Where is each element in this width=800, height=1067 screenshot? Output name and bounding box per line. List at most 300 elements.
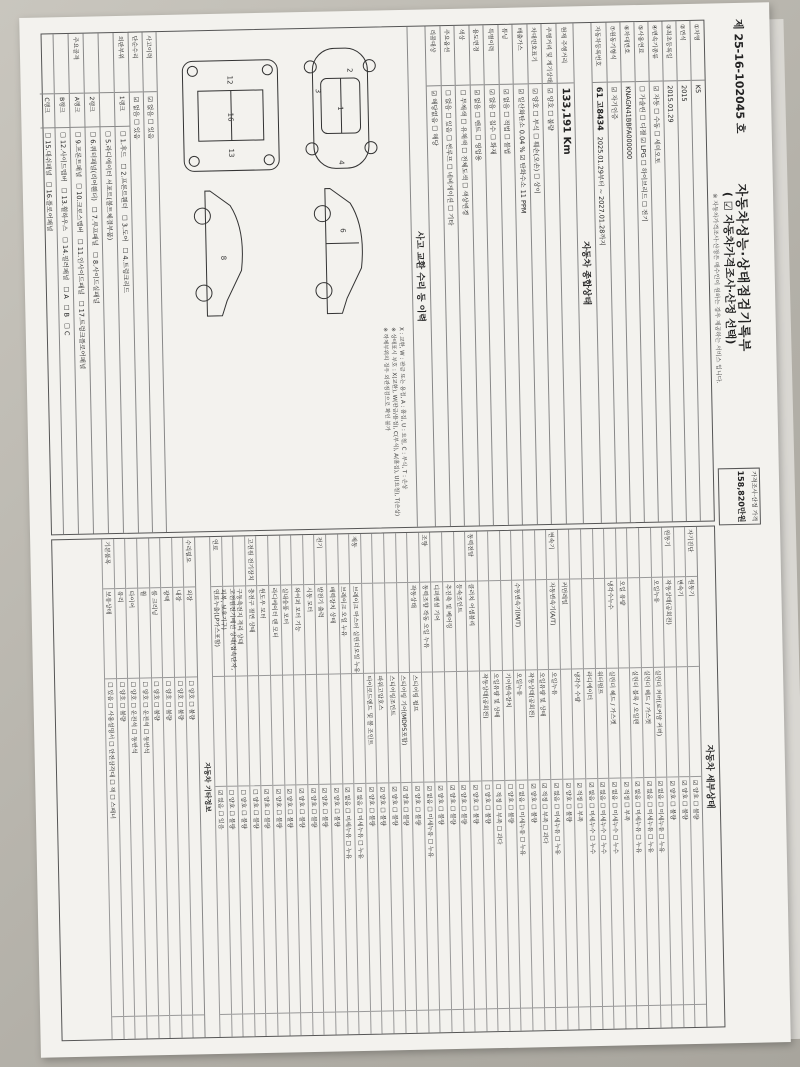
- detail-note: [556, 1007, 567, 1030]
- detail-note: [394, 1010, 405, 1033]
- detail-status: ☐ 양호 ☐ 불량: [152, 681, 161, 721]
- mileage-value: 133,191 Km: [560, 87, 573, 155]
- detail-status: ☑ 없음 ☐ 미세누유 ☐ 누유: [656, 780, 666, 853]
- row-label: 용도변경: [469, 25, 484, 85]
- panel-item: ☐ 3.도어: [120, 214, 129, 242]
- detail-category: [361, 534, 373, 584]
- detail-category: [604, 529, 616, 579]
- detail-item: 휠: [138, 588, 150, 678]
- detail-category: [338, 534, 350, 584]
- row-label: ⑤사용연료: [634, 22, 648, 82]
- detail-item: 브레이크 오일 누유: [339, 584, 351, 674]
- detail-note: [136, 1016, 147, 1039]
- detail-subitem: 실린더 블록 / 오일팬: [630, 668, 643, 778]
- detail-status: ☑ 양호 ☐ 불량: [320, 787, 329, 828]
- detail-item: [362, 584, 374, 674]
- legend-line-1: X : 교환, W : 판금 또는 용접, A : 흠집, U : 요철, C : 부식, T : 손상: [398, 326, 408, 490]
- row-label: 색상: [455, 26, 470, 86]
- detail-category: [627, 528, 639, 578]
- frame-a-items: [74, 128, 88, 370]
- detail-note: [159, 1015, 170, 1038]
- detail-subitem: 기어변속장치: [503, 671, 516, 781]
- detail-status: ☐ 없음 ☐ 미세누유 ☐ 누유: [517, 783, 527, 856]
- detail-subitem: [283, 675, 296, 785]
- detail-note: [672, 1004, 683, 1027]
- detail-status: ☑ 양호 ☐ 불량: [691, 779, 700, 820]
- detail-status: ☑ 없음 ☐ 미세누유 ☐ 누유: [633, 781, 643, 854]
- detail-item: 룸 크리닝: [150, 588, 162, 678]
- detail-category: 자기진단: [685, 527, 697, 577]
- detail-item: 내장: [173, 588, 185, 678]
- registration-number: 61 고8434: [595, 86, 606, 131]
- detail-status: ☑ 없음 ☐ 미세누수 ☐ 누수: [587, 782, 596, 855]
- panel-item: ☐ 2.프론트휀더: [119, 163, 129, 210]
- detail-category: [257, 536, 269, 586]
- detail-note: [475, 1008, 486, 1031]
- detail-subitem: 스티어링 펌프: [410, 673, 423, 783]
- detail-item: 작동상태: [408, 583, 420, 673]
- detail-item: 클러치 어셈블리: [466, 582, 478, 672]
- row-value: 2015: [680, 84, 689, 102]
- detail-subitem: 스티어링 기어(MDPS포함): [399, 673, 412, 783]
- row-value: ☑ 자기인증: [609, 86, 619, 120]
- detail-item: [628, 578, 640, 668]
- detail-category: 조향: [419, 532, 431, 582]
- detail-subitem: [619, 668, 632, 778]
- row-label: ⑦원동기형식: [606, 22, 620, 82]
- detail-item: 자동변속기(A/T): [547, 580, 559, 670]
- detail-status: ☐ 양호 ☐ 불량: [187, 680, 196, 721]
- detail-note: [417, 1010, 428, 1033]
- detail-note: [278, 1013, 289, 1036]
- svg-text:3: 3: [314, 88, 323, 94]
- detail-status: ☑ 양호 ☐ 불량: [401, 785, 410, 826]
- detail-subitem: [457, 672, 470, 782]
- detail-category: 원동기: [662, 527, 674, 577]
- detail-status: ☑ 없음 ☐ 미세누유 ☐ 누유: [552, 782, 561, 855]
- detail-subitem: 오일누유: [549, 670, 562, 780]
- left-column: [41, 20, 715, 536]
- detail-item: 충전구 절연 상태: [246, 586, 258, 676]
- detail-subitem: 작동상태(공회전): [480, 671, 493, 781]
- detail-status: ☑ 없음 ☐ 미세누수 ☐ 누수: [598, 781, 608, 855]
- detail-note: [182, 1015, 193, 1038]
- detail-note: [243, 1013, 254, 1036]
- detail-note: [301, 1012, 312, 1035]
- detail-category: [558, 530, 570, 580]
- car-side-view: [314, 188, 364, 314]
- detail-item: 배력장치 상태: [327, 584, 339, 674]
- detail-note: [649, 1005, 660, 1028]
- rank-a-label: A랭크: [70, 94, 85, 128]
- row-value: ☐ 무채색 ☐ 유채색 ☐ 전체도색 ☐ 색상변경: [458, 89, 470, 216]
- svg-text:6: 6: [339, 228, 348, 233]
- row-value: ☐ 가솔린 ☐ 디젤 ☑ LPG ☐ 하이브리드 ☐ 전기: [637, 85, 649, 222]
- panel-item: ☐ 15.대쉬패널: [43, 132, 53, 176]
- document-subtitle: ( ☑ 자동차가격조사·산정 선택): [720, 191, 738, 345]
- detail-note: [498, 1008, 509, 1031]
- detail-subitem: [213, 677, 226, 787]
- detail-category: [500, 531, 512, 581]
- svg-text:12: 12: [225, 75, 235, 85]
- detail-item: 커먼레일: [559, 580, 571, 670]
- detail-category: [477, 531, 489, 581]
- frame-title: 주요골격: [69, 34, 84, 94]
- rank2-label: 2랭크: [85, 93, 100, 127]
- row-value: ☑ 없음 ☐ 있음: [146, 96, 156, 140]
- detail-item: 디퍼렌셜 기어: [431, 582, 443, 672]
- detail-subitem: 실린더 헤드 / 가스켓: [642, 668, 655, 778]
- frame-c-items: [44, 128, 55, 231]
- detail-item: 외장: [185, 587, 197, 677]
- detail-subitem: [445, 672, 458, 782]
- car-side-view-2: [194, 190, 244, 316]
- detail-status: ☑ 양호 ☐ 불량: [332, 787, 341, 828]
- detail-item: 타이어: [127, 589, 139, 679]
- panel-item: ☐ 6.쿼터패널(리어휀더): [88, 131, 99, 201]
- detail-status: ☑ 양호 ☐ 불량: [262, 788, 271, 829]
- detail-status: ☑ 적정 ☐ 부족: [621, 781, 630, 822]
- outer-panel-title: 외판부위: [114, 33, 129, 93]
- detail-item: [373, 583, 385, 673]
- detail-note: [440, 1009, 451, 1032]
- detail-note: [591, 1006, 602, 1029]
- detail-subitem: 작동상태(공회전): [526, 670, 539, 780]
- detail-category: [172, 538, 184, 588]
- row-label: 주요옵션: [440, 26, 455, 86]
- detail-item: 광택: [161, 588, 173, 678]
- detail-subitem: 워터펌프: [596, 669, 609, 779]
- detail-category: [581, 529, 593, 579]
- detail-category: [523, 530, 535, 580]
- detail-note: [522, 1007, 533, 1030]
- detail-subitem: [317, 675, 330, 785]
- detail-note: [220, 1014, 231, 1037]
- panel-item: ☐ B: [62, 304, 71, 318]
- detail-status: ☐ 양호 ☐ 불량: [506, 783, 514, 824]
- inspection-form: [34, 13, 775, 1048]
- rank1b-items: [103, 127, 114, 240]
- basic-info-section: [605, 21, 713, 523]
- detail-note: [429, 1009, 440, 1032]
- detail-item: 와이퍼 모터 기능: [292, 585, 304, 675]
- detail-status: ☑ 양호 ☐ 불량: [459, 784, 468, 825]
- row-label: ③최초등록일: [662, 21, 676, 81]
- detail-note: [487, 1008, 498, 1031]
- detail-category: [222, 537, 234, 587]
- row-label: 차대번호표기: [527, 24, 542, 84]
- svg-text:1: 1: [336, 106, 345, 111]
- detail-category: 변속기: [546, 530, 558, 580]
- price-label: 가격조사·산정 가격: [749, 471, 758, 522]
- diagram-legend: [381, 327, 409, 517]
- detail-status: ☑ 없음 ☐ 미세누유 ☐ 누유: [355, 786, 364, 860]
- panel-item: ☐ 12.사이드멤버: [58, 131, 68, 182]
- detail-status: ☑ 양호 ☐ 불량: [448, 785, 456, 825]
- detail-item: [594, 579, 606, 669]
- detail-subitem: 오일유량 및 상태: [538, 670, 551, 780]
- panel-item: ☐ 17.트렁크플로어패널: [77, 300, 87, 370]
- detail-note: [545, 1007, 556, 1030]
- detail-note: [124, 1016, 135, 1039]
- detail-subitem: 스티어링조인트: [387, 673, 400, 783]
- svg-text:4: 4: [337, 160, 346, 165]
- detail-category: [593, 529, 605, 579]
- detail-note: [112, 1016, 123, 1039]
- row-label: 리콜대상: [426, 26, 441, 86]
- row-value: ☑ 자동 ☐ 수동 ☐ 세미오토: [651, 85, 662, 164]
- panel-item: ☐ 1.후드: [118, 130, 128, 158]
- row-value: ☑ 양호 ☐ 불량: [545, 87, 555, 131]
- rank-b-label: B랭크: [55, 94, 70, 128]
- details-table: [209, 527, 706, 1037]
- detail-category: [674, 527, 686, 577]
- detail-note: [684, 1004, 695, 1027]
- row-label: 사고이력: [143, 32, 157, 92]
- detail-item: [397, 583, 409, 673]
- price-box: [718, 468, 761, 526]
- detail-note: [382, 1010, 393, 1033]
- detail-note: [194, 1014, 205, 1037]
- rank1-items: [118, 127, 130, 293]
- detail-category: [372, 533, 384, 583]
- detail-status: ☑ 양호 ☐ 불량: [308, 787, 317, 828]
- detail-subitem: [259, 676, 272, 786]
- detail-category: [454, 532, 466, 582]
- detail-subitem: [688, 667, 701, 777]
- detail-subitem: [294, 675, 307, 785]
- detail-note: [267, 1013, 278, 1036]
- detail-subitem: 파워고압호스: [375, 673, 388, 783]
- panel-item: ☐ 8.사이드실패널: [91, 251, 101, 304]
- detail-status: ☑ 양호 ☐ 불량: [679, 780, 688, 820]
- detail-note: [510, 1008, 521, 1031]
- panel-item: ☐ C: [63, 323, 72, 336]
- detail-item: 냉각수누수: [605, 579, 617, 669]
- detail-status: ☐ 양호 ☐ 불량: [227, 789, 236, 830]
- row-value: KNAGN41BBFA000000: [624, 86, 634, 160]
- document-title: 자동차성능·상태점검기록부: [732, 183, 752, 353]
- detail-item: 원동기: [686, 577, 698, 667]
- detail-status: ☐ 양호 ☐ 불량: [164, 680, 173, 721]
- detail-subitem: [677, 667, 690, 777]
- other-info-title: 자동차 기타정보: [194, 537, 219, 1037]
- detail-status: ☐ 양호 ☐ 불량: [239, 789, 248, 830]
- detail-subitem: [236, 676, 249, 786]
- details-title: 자동차 세부상태: [696, 527, 724, 1027]
- detail-item: [571, 579, 583, 669]
- detail-status: ☑ 적정 ☐ 부족: [575, 782, 584, 823]
- detail-note: [579, 1006, 590, 1029]
- status-title: 자동차 종합상태: [572, 23, 600, 523]
- detail-note: [147, 1015, 158, 1038]
- detail-category: [160, 538, 172, 588]
- detail-item: 라디에이터 팬 모터: [269, 586, 281, 676]
- detail-item: [640, 578, 652, 668]
- inspection-sheet: [19, 2, 791, 1057]
- detail-subitem: 타이로드엔드 및 볼 조인트: [364, 674, 377, 784]
- detail-status: ☑ 없음 ☐ 미세누유 ☐ 누유: [343, 787, 353, 860]
- detail-category: 수리필요: [184, 537, 196, 587]
- detail-category: [512, 531, 524, 581]
- other-info-table: [101, 537, 204, 1039]
- row-value: ☑ 일산화탄소 0.04 % ☑ 탄화수소 11 PPM: [516, 88, 528, 214]
- detail-item: 동력조향 작동 오일 누유: [420, 582, 432, 672]
- price-value: 158,820만원: [735, 470, 746, 523]
- detail-status: ☑ 없음 ☐ 미세누수 ☐ 누수: [610, 781, 619, 854]
- row-value: ☑ 해당없음 ☐ 해당: [429, 90, 439, 146]
- detail-note: [695, 1004, 706, 1027]
- row-value: 2015.01.29: [666, 85, 676, 123]
- detail-category: 제동: [349, 534, 361, 584]
- row-label: 주행거리 및 계기상태: [542, 24, 557, 84]
- detail-category: [291, 535, 303, 585]
- detail-item: 발전기 출력: [316, 585, 328, 675]
- detail-subitem: [329, 674, 342, 784]
- detail-item: 유리: [115, 589, 127, 679]
- registration-label: 자동차등록번호: [591, 23, 606, 83]
- car-diagram-area: [156, 27, 417, 532]
- detail-category: 연료: [210, 537, 222, 587]
- panel-item: ☐ A: [62, 286, 71, 299]
- detail-item: 작동상태(공회전): [663, 577, 675, 667]
- detail-note: [533, 1007, 544, 1030]
- detail-category: [280, 535, 292, 585]
- detail-subitem: [665, 667, 678, 777]
- detail-status: ☑ 양호 ☐ 불량: [390, 786, 398, 827]
- detail-note: [661, 1005, 672, 1028]
- detail-status: ☐ 양호 ☐ 불량: [117, 681, 126, 722]
- detail-status: ☑ 양호 ☐ 불량: [378, 786, 387, 827]
- detail-item: 등속조인트: [455, 582, 467, 672]
- detail-note: [406, 1010, 417, 1033]
- detail-category: [149, 538, 161, 588]
- detail-subitem: [422, 672, 435, 782]
- frame-b-items: [59, 128, 72, 336]
- detail-item: 실내송풍 모터: [281, 585, 293, 675]
- detail-category: [126, 539, 138, 589]
- detail-status: ☐ 적정 ☐ 부족 ☐ 과다: [494, 784, 503, 845]
- row-label: 튜닝: [498, 25, 513, 85]
- rank1-label: 1랭크: [115, 93, 130, 127]
- row-label: ②연식: [676, 21, 690, 81]
- detail-status: ☑ 양호 ☐ 불량: [413, 785, 422, 826]
- mileage-label: 현재 주행거리: [556, 23, 573, 83]
- detail-item: [524, 580, 536, 670]
- row-value: ☑ 없음 ☐ 적법 ☐ 불법: [502, 88, 512, 155]
- row-label: ①차명: [690, 21, 704, 81]
- detail-note: [568, 1006, 579, 1029]
- car-diagram: [157, 27, 413, 332]
- detail-status: ☑ 없음 ☐ 미세누유 ☐ 누유: [645, 780, 654, 854]
- detail-subitem: 실린더 헤드 / 가스켓: [607, 669, 620, 779]
- detail-status: ☑ 양호 ☐ 불량: [529, 783, 538, 824]
- row-value: ☐ 없음 ☐ 있음 ☐ 썬루프 ☐ 네비게이션 ☐ 기타: [444, 89, 455, 226]
- row-value: ☑ 없음 ☐ 렌트 ☐ 영업용: [473, 89, 483, 162]
- panel-item: ☐ 7.루프패널: [90, 206, 99, 247]
- detail-category: 동력전달: [465, 532, 477, 582]
- detail-category: [233, 536, 245, 586]
- detail-category: [639, 528, 651, 578]
- detail-status: ☑ 양호 ☐ 불량: [285, 788, 294, 829]
- panel-item: ☐ 14.필러패널: [60, 236, 70, 281]
- panel-item: ☐ 16.플로어패널: [44, 181, 54, 232]
- detail-status: ☑ 양호 ☐ 불량: [471, 784, 480, 825]
- detail-item: 변속기: [675, 577, 687, 667]
- detail-item: [536, 580, 548, 670]
- row-label: 배출가스: [513, 24, 528, 84]
- rank-c-label: C랭크: [40, 94, 55, 128]
- detail-subitem: [248, 676, 261, 786]
- detail-status: ☑ 양호 ☐ 불량: [563, 782, 572, 823]
- legend-line-3: ※ 하체부위의 경우 외관점검으로 확인 불가: [382, 327, 391, 432]
- detail-category: [488, 531, 500, 581]
- accident-title: 사고 교환 수리 등 이력: [407, 26, 435, 526]
- detail-note: [614, 1006, 625, 1029]
- detail-item: 오일누유: [652, 578, 664, 668]
- row-value: ☑ 없음 ☐ 침수 ☐ 화재: [487, 89, 497, 155]
- detail-note: [359, 1011, 370, 1034]
- detail-item: 윈도우 모터: [258, 586, 270, 676]
- detail-subitem: [433, 672, 446, 782]
- detail-category: [407, 533, 419, 583]
- detail-category: [303, 535, 315, 585]
- detail-status: ☑ 양호 ☐ 불량: [274, 788, 283, 829]
- detail-note: [336, 1011, 347, 1034]
- detail-note: [603, 1006, 614, 1029]
- detail-category: [396, 533, 408, 583]
- detail-item: 보유상태: [103, 589, 115, 679]
- detail-note: [464, 1009, 475, 1032]
- detail-category: [535, 530, 547, 580]
- legend-line-2: ※ 상태표시 부호 : X(교환), W(판금/용접), C(부식), A(흠집), U(요철), T(손상): [390, 327, 401, 517]
- detail-subitem: [225, 677, 238, 787]
- detail-note: [313, 1012, 324, 1035]
- detail-category: [326, 534, 338, 584]
- detail-item: [501, 581, 513, 671]
- inspection-period: 2025.01.29부터 ~ 2027.01.28까지: [596, 136, 607, 246]
- detail-note: [170, 1015, 181, 1038]
- detail-category: [569, 529, 581, 579]
- detail-status: ☑ 양호 ☐ 불량: [297, 788, 306, 828]
- detail-status: ☐ 양호 ☐ 운전석 ☐ 동반석: [129, 681, 138, 754]
- detail-category: [616, 528, 628, 578]
- detail-status: ☑ 없음 ☐ 미세누유 ☐ 누유: [424, 785, 434, 858]
- detail-subitem: [306, 675, 319, 785]
- detail-subitem: 실린더 커버(로커암 커버): [654, 668, 667, 778]
- detail-item: 수동변속기(M/T): [513, 581, 525, 671]
- detail-status: ☐ 양호 ☐ 운전석 ☐ 동반석: [141, 681, 150, 754]
- detail-subitem: 라디에이터: [584, 669, 597, 779]
- detail-status: ☑ 양호 ☐ 불량: [366, 786, 375, 827]
- detail-category: [137, 538, 149, 588]
- detail-status: ☐ 있음 ☐ 사용설명서 ☐ 안전삼각대 ☐ 잭 ☐ 스패너: [106, 682, 117, 820]
- detail-note: [348, 1011, 359, 1034]
- status-section: [425, 24, 566, 527]
- detail-item: 오일 유량: [617, 578, 629, 668]
- document-number: 제 25-16-102045 호: [731, 18, 747, 134]
- panel-item: ☐ 5.라디에이터 서포트(볼트체결부품): [103, 131, 114, 241]
- panel-item: ☐ 9.프론트패널: [73, 131, 83, 178]
- detail-note: [626, 1005, 637, 1028]
- detail-note: [452, 1009, 463, 1032]
- detail-note: [255, 1013, 266, 1036]
- detail-note: [324, 1012, 335, 1035]
- detail-category: 고전원 전기장치: [245, 536, 257, 586]
- detail-item: [478, 581, 490, 671]
- detail-status: ☑ 적정 ☐ 부족 ☐ 과다: [540, 783, 550, 844]
- detail-status: ☑ 양호 ☐ 불량: [668, 780, 677, 821]
